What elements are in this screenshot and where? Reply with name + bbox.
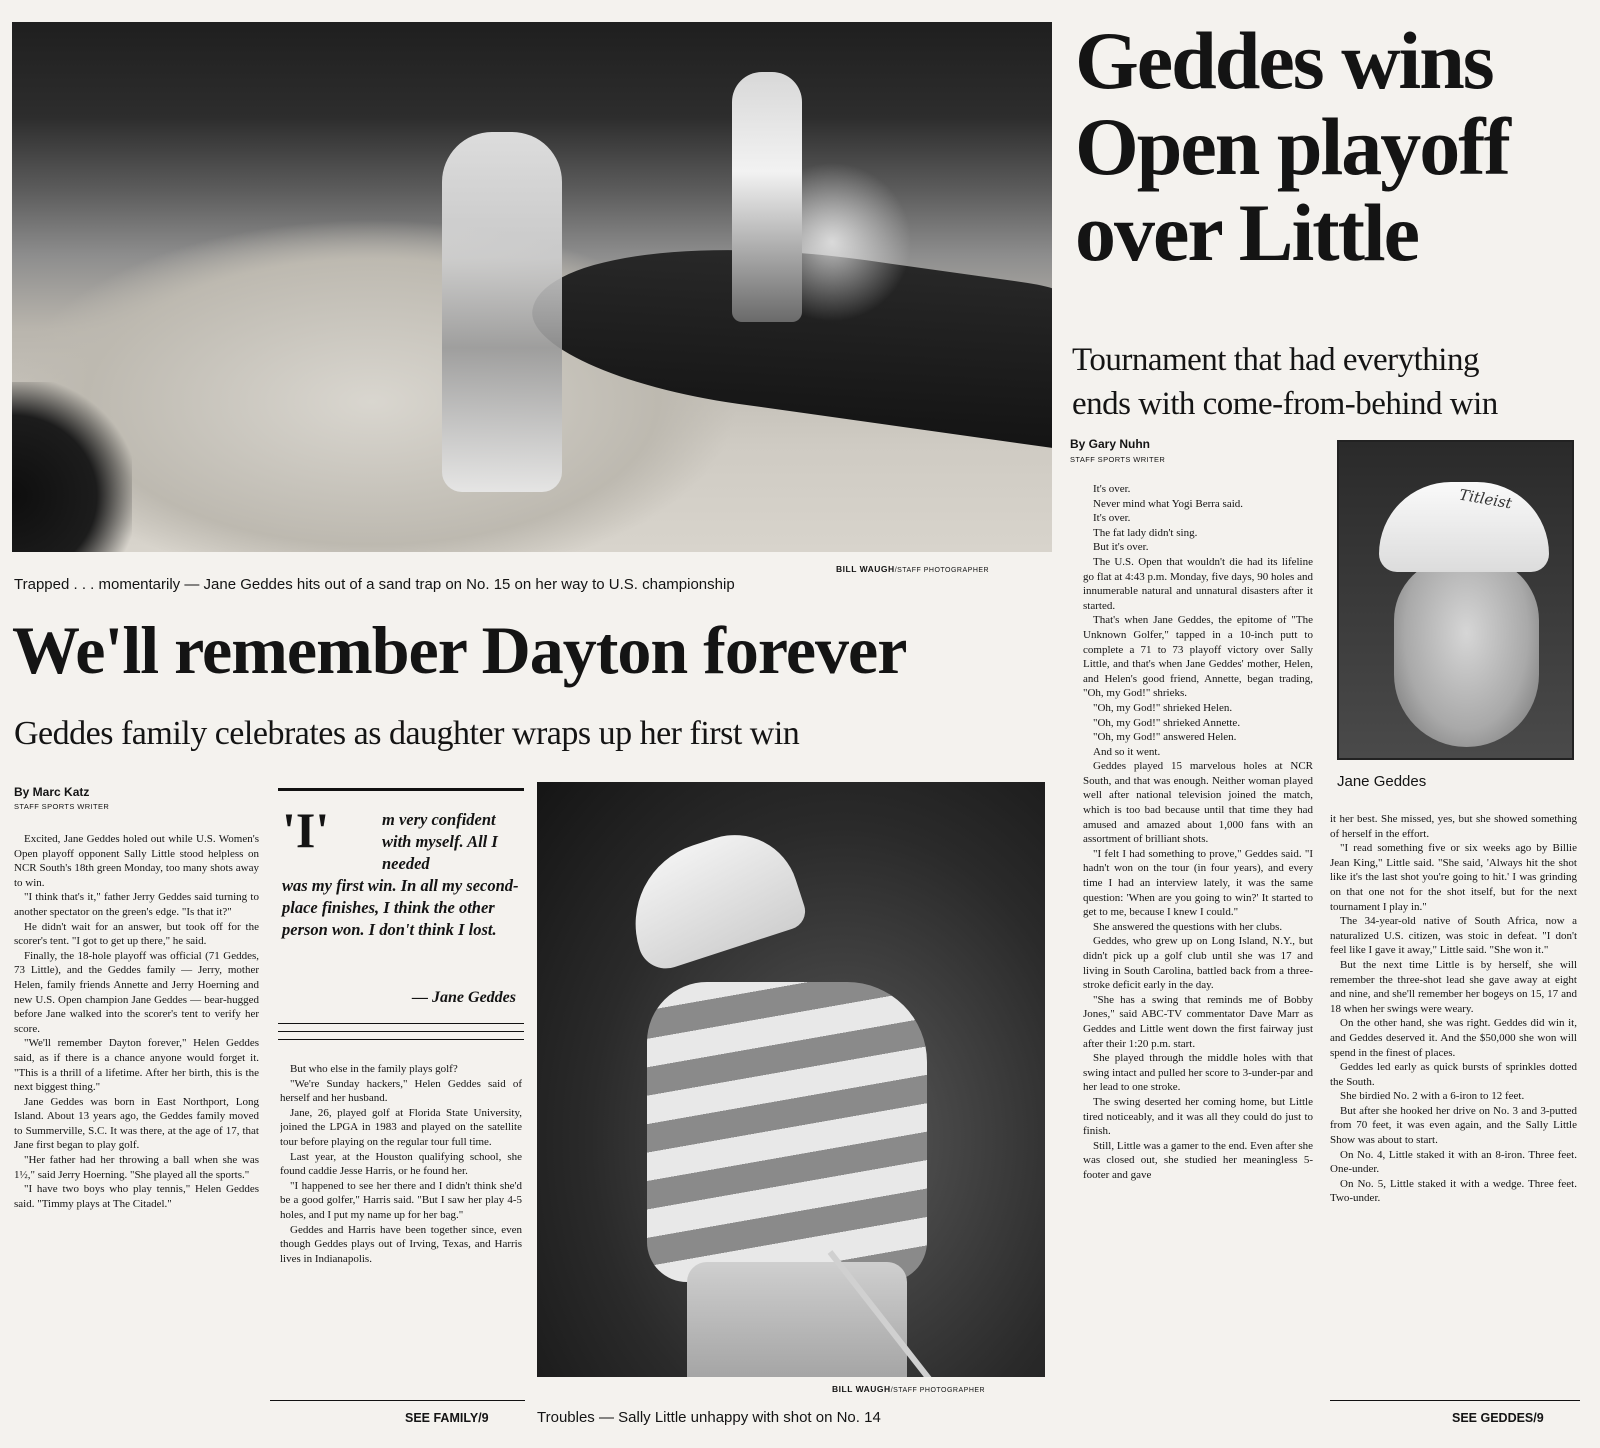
paragraph: "Oh, my God!" answered Helen.	[1093, 731, 1237, 744]
left-byline-name: By Marc Katz	[14, 785, 90, 799]
subhead-line: ends with come-from-behind win	[1072, 386, 1498, 422]
paragraph: On the other hand, she was right. Geddes did win it, and Geddes deserved it. And the $50,000 she won will spend in the finest of places.	[1330, 1017, 1577, 1059]
left-story-column-2	[280, 1062, 522, 1392]
paragraph: Geddes and Harris have been together since, even though Geddes plays out of Irving, Texas, and Harris lives in Indianapolis.	[280, 1223, 522, 1265]
paragraph: "We're Sunday hackers," Helen Geddes said of herself and her husband.	[280, 1077, 522, 1105]
golfer-pants	[687, 1262, 907, 1377]
pull-quote-rule	[278, 1039, 524, 1040]
credit-title: /STAFF PHOTOGRAPHER	[894, 567, 990, 574]
right-story-column-2	[1330, 812, 1577, 1392]
golfer-figure	[442, 132, 562, 492]
paragraph: Geddes led early as quick bursts of sprinkles dotted the South.	[1330, 1061, 1577, 1088]
paragraph: She birdied No. 2 with a 6-iron to 12 feet.	[1340, 1090, 1525, 1103]
golfer-visor	[614, 818, 810, 975]
main-headline	[1075, 15, 1595, 278]
paragraph: "We'll remember Dayton forever," Helen Geddes said, as if there is a chance anyone would forget it. "This is a thrill of a lifetime. After her birth, this is the next biggest thing."	[14, 1037, 259, 1094]
paragraph: The U.S. Open that wouldn't die had its lifeline go flat at 4:43 p.m. Monday, five days, 90 holes and innumerable natural and unnatural disasters after it started.	[1083, 555, 1313, 612]
paragraph: Still, Little was a gamer to the end. Even after she was closed out, she studied her meaningless 5-footer and gave	[1083, 1139, 1313, 1181]
top-photo-credit	[836, 564, 989, 574]
portrait-face	[1394, 557, 1539, 747]
paragraph: it her best. She missed, yes, but she showed something of herself in the effort.	[1330, 813, 1577, 840]
pull-quote-initial: 'I'	[282, 802, 330, 858]
portrait-caption: Jane Geddes	[1337, 773, 1427, 790]
paragraph: But the next time Little is by herself, she will remember the three-shot lead she gave away at eight and nine, and she'll remember her bogeys on 15, 17 and 18 when her swings were weary.	[1330, 958, 1577, 1015]
top-photo-caption: Trapped . . . momentarily — Jane Geddes hits out of a sand trap on No. 15 on her way to U.S. championship	[14, 576, 735, 593]
sand-trap-photo	[12, 22, 1052, 552]
pull-quote-body: was my first win. In all my second-place finishes, I think the other person won. I don't think I lost.	[282, 876, 519, 939]
column-rule	[270, 1400, 525, 1401]
paragraph: "I read something five or six weeks ago by Billie Jean King," Little said. "She said, 'Always hit the shot like it's the last shot you're going to hit.' I was grinding on that one not for the shot itself, but for the next tournament I play in."	[1330, 842, 1577, 913]
left-story-column-1	[14, 832, 259, 1410]
headline-line: Geddes wins	[1075, 15, 1493, 106]
photo-shadow	[12, 382, 132, 552]
paragraph: On No. 5, Little staked it with a wedge. Three feet. Two-under.	[1330, 1177, 1577, 1205]
pull-quote-rule	[278, 1031, 524, 1032]
right-byline-name: By Gary Nuhn	[1070, 437, 1151, 451]
paragraph: Jane Geddes was born in East Northport, Long Island. About 13 years ago, the Geddes family moved to Summerville, S.C. It was there, at the age of 17, that Jane first began to play golf.	[14, 1095, 259, 1152]
paragraph: He didn't wait for an answer, but took off for the scorer's tent. "I got to get up there," he said.	[14, 920, 259, 948]
credit-name: BILL WAUGH	[832, 1384, 891, 1394]
main-subhead	[1072, 338, 1592, 426]
paragraph: Geddes, who grew up on Long Island, N.Y., but didn't pick up a golf club until she was 17 and living in South Carolina, battled back from a three-stroke deficit early in the day.	[1083, 935, 1313, 992]
right-byline-title: STAFF SPORTS WRITER	[1070, 455, 1166, 464]
secondary-subhead: Geddes family celebrates as daughter wraps up her first win	[14, 715, 800, 752]
headline-line: Open playoff	[1075, 101, 1509, 192]
subhead-line: Tournament that had everything	[1072, 342, 1479, 378]
caddie-figure	[732, 72, 802, 322]
right-story-column-1	[1083, 482, 1313, 1428]
paragraph: The 34-year-old native of South Africa, now a naturalized U.S. citizen, was stoic in defeat. "I don't feel like I gave it away," Little said. "She won it."	[1330, 915, 1577, 957]
sally-little-photo	[537, 782, 1045, 1377]
paragraph: She answered the questions with her clubs.	[1093, 920, 1283, 933]
see-geddes-jump[interactable]	[1452, 1411, 1544, 1425]
paragraph: "I think that's it," father Jerry Geddes said turning to another spectator on the green's edge. "Is that it?"	[14, 891, 259, 918]
bottom-photo-credit	[832, 1384, 985, 1394]
jump-label: SEE GEDDES/9	[1452, 1411, 1544, 1425]
paragraph: And so it went.	[1093, 745, 1161, 758]
pull-quote-attribution: — Jane Geddes	[412, 989, 516, 1006]
jump-label: SEE FAMILY/9	[405, 1411, 489, 1425]
paragraph: Jane, 26, played golf at Florida State University, joined the LPGA in 1983 and played on the satellite tour before playing on the regular tour full time.	[280, 1106, 522, 1148]
credit-title: /STAFF PHOTOGRAPHER	[890, 1387, 986, 1394]
pull-quote	[278, 788, 524, 1038]
paragraph: "Oh, my God!" shrieked Annette.	[1093, 716, 1241, 729]
credit-name: BILL WAUGH	[836, 564, 895, 574]
paragraph: It's over.	[1093, 512, 1131, 525]
paragraph: On No. 4, Little staked it with an 8-iron. Three feet. One-under.	[1330, 1148, 1577, 1176]
paragraph: But who else in the family plays golf?	[290, 1063, 458, 1075]
secondary-headline: We'll remember Dayton forever	[12, 612, 907, 688]
paragraph: "She has a swing that reminds me of Bobby Jones," said ABC-TV commentator Dave Marr as Geddes and Little went down the first fairway just after their 1:20 p.m. start.	[1083, 993, 1313, 1050]
see-family-jump[interactable]	[405, 1411, 489, 1425]
bottom-photo-caption: Troubles — Sally Little unhappy with shot on No. 14	[537, 1409, 881, 1426]
pull-quote-text	[282, 809, 520, 941]
paragraph: The swing deserted her coming home, but Little tired noticeably, and it was all they could do just to finish.	[1083, 1095, 1313, 1138]
column-rule	[1330, 1400, 1580, 1401]
paragraph: Finally, the 18-hole playoff was official (71 Geddes, 73 Little), and the Geddes family — Jerry, mother Helen, family friends Annette and Jerry Hoerning and new U.S. Open champion Jane Geddes — bear-hugged before Jane walked into the scorer's tent to verify her score.	[14, 949, 259, 1035]
geddes-portrait-photo	[1337, 440, 1574, 760]
pull-quote-lead: m very confident with myself. All I needed	[382, 810, 498, 873]
paragraph: It's over.	[1093, 483, 1131, 495]
paragraph: But it's over.	[1093, 541, 1149, 554]
paragraph: "Her father had her throwing a ball when she was 1½," said Jerry Hoerning. "She played all the sports."	[14, 1154, 259, 1181]
paragraph: That's when Jane Geddes, the epitome of "The Unknown Golfer," tapped in a 10-inch putt to complete a 71 to 73 playoff victory over Sally Little, and that's when Jane Geddes' mother, Helen, and Helen's good friend, Annette, began trading, "Oh, my God!" shrieks.	[1083, 614, 1313, 700]
visor-logo: Titleist	[1457, 485, 1514, 513]
paragraph: Excited, Jane Geddes holed out while U.S. Women's Open playoff opponent Sally Little stood helpless on NCR South's 18th green Monday, too many shots away to win.	[14, 833, 259, 889]
paragraph: But after she hooked her drive on No. 3 and 3-putted from 70 feet, it was even again, and the Sally Little Show was about to start.	[1330, 1104, 1577, 1147]
pull-quote-rule	[278, 1023, 524, 1024]
striped-shirt	[647, 982, 927, 1282]
paragraph: She played through the middle holes with that swing intact and pulled her score to 3-under-par and her lead to one stroke.	[1083, 1052, 1313, 1094]
paragraph: "I happened to see her there and I didn't think she'd be a good golfer," Harris said. "But I saw her play 4-5 holes, and I put my name up for her bag."	[280, 1179, 522, 1221]
left-byline-title: STAFF SPORTS WRITER	[14, 802, 110, 811]
paragraph: Never mind what Yogi Berra said.	[1093, 497, 1244, 510]
headline-line: over Little	[1075, 187, 1419, 278]
paragraph: "Oh, my God!" shrieked Helen.	[1093, 701, 1233, 714]
paragraph: Geddes played 15 marvelous holes at NCR South, and that was enough. Neither woman played well after national television joined the match, which is too bad because until that time they had amused and amazed about 1,000 fans with an assortment of brilliant shots.	[1083, 760, 1313, 846]
paragraph: "I felt I had something to prove," Geddes said. "I hadn't won on the tour (in four years), and every time I had an interview lately, it was the same question: 'When are you going to win?' It started to get to me, because I knew I could."	[1083, 847, 1313, 919]
paragraph: "I have two boys who play tennis," Helen Geddes said. "Timmy plays at The Citadel."	[14, 1183, 259, 1210]
paragraph: Last year, at the Houston qualifying school, she found caddie Jesse Harris, or he found her.	[280, 1150, 522, 1178]
paragraph: The fat lady didn't sing.	[1093, 526, 1198, 539]
